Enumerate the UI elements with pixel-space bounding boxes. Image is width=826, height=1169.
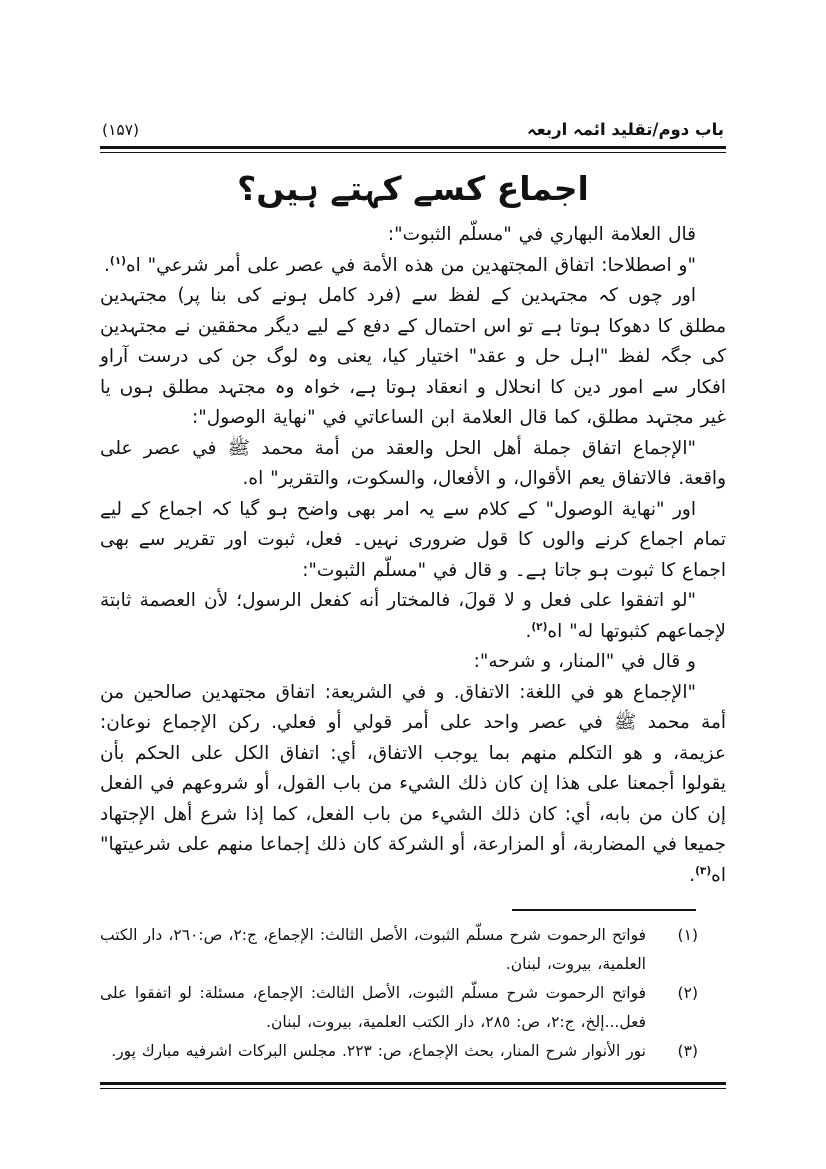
paragraph [100, 586, 726, 647]
page-title: اجماع کسے کہتے ہیں؟ [237, 169, 589, 208]
paragraph-tail: . [525, 620, 532, 642]
paragraph-text: اور چوں کہ مجتہدین کے لفظ سے (فرد کامل ہونے کی بنا پر) مجتہدین مطلق کا دھوکا ہوتا ہے تو اس احتمال کے دفع کے لیے دیگر محققین نے مجتہدین کی جگہ لفظ "اہل حل و عقد" اختیار کیا، یعنی وہ لوگ جن کی درست آراو افکار سے امور دین کا انحلال و انعقاد ہوتا ہے، خواہ وہ مجتہد مطلق ہوں یا غیر مجتہد مطلق، كما قال العلامة ابن الساعاتي في "نهاية الوصول": [100, 285, 726, 428]
footnote-ref-1: (١) [109, 254, 126, 267]
page-content [100, 120, 726, 1089]
footnotes-section [100, 921, 726, 1066]
chapter-heading: باب دوم/تقلید ائمہ اربعہ [526, 120, 724, 139]
paragraph [100, 434, 726, 495]
footnote-separator [512, 909, 696, 911]
header-rule [100, 146, 726, 153]
paragraph-tail: . [689, 864, 696, 886]
footnote-ref-3: (٣) [695, 864, 712, 877]
paragraph-text: "الإجماع هو في اللغة: الاتفاق. و في الشريعة: اتفاق مجتهدين صالحين من أمة محمد ﷺ في عصر واحد على أمر قولي أو فعلي. ركن الإجماع نوعان: عزيمة، و هو التكلم منهم بما يوجب الاتفاق، أي: اتفاق الكل على الحكم بأن يقولوا أجمعنا على هذا إن كان ذلك الشيء من باب القول، أو شروعهم في الفعل إن كان من بابه، أي: كان ذلك الشيء من باب الفعل، كما إذا شرع أهل الإجتهاد جميعا في المضاربة، أو المزارعة، أو الشركة كان ذلك إجماعا منهم على شرعيتها" اه [100, 681, 726, 886]
footnote-number: (٢) [677, 984, 698, 1002]
paragraph-text: "لو اتفقوا على فعل و لا قولَ، فالمختار أنه كفعل الرسول؛ لأن العصمة ثابتة لإجماعهم كثبوتها له" اه [100, 590, 726, 642]
running-header [100, 120, 726, 139]
paragraph-text: اور "نهاية الوصول" کے کلام سے یہ امر بھی واضح ہو گیا کہ اجماع کے لیے تمام اجماع کرنے والوں کا قول ضروری نہیں۔ فعل، ثبوت اور تقریر سے بھی اجماع کا ثبوت ہو جاتا ہے۔ و قال في "مسلّم الثبوت": [100, 498, 726, 581]
footnote-text: نور الأنوار شرح المنار، بحث الإجماع، ص: ٢٢٣. مجلس البركات اشرفيه مبارك پور. [111, 1042, 646, 1060]
paragraph-text: "و اصطلاحا: اتفاق المجتهدين من هذه الأمة في عصر على أمر شرعي" اه [125, 254, 696, 276]
paragraph [100, 678, 726, 892]
body-text [100, 220, 726, 891]
paragraph [100, 220, 726, 251]
footer-rule [100, 1082, 726, 1089]
footnote-text: فواتح الرحموت شرح مسلّم الثبوت، الأصل الثالث: الإجماع، ج:٢، ص:٢٦٠، دار الكتب العلمية، بيروت، لبنان. [100, 926, 646, 973]
footnote [100, 979, 726, 1037]
footnote-number: (٣) [677, 1042, 698, 1060]
footnote [100, 921, 726, 979]
paragraph [100, 647, 726, 678]
paragraph [100, 251, 726, 282]
footnote-text: فواتح الرحموت شرح مسلّم الثبوت، الأصل الثالث: الإجماع، مسئلة: لو اتفقوا على فعل...إلخ، ج:٢، ص: ٢٨٥، دار الكتب العلمية، بيروت، لبنان. [100, 984, 646, 1031]
paragraph-text: قال العلامة البهاري في "مسلّم الثبوت": [387, 224, 696, 245]
footnote [100, 1037, 726, 1066]
paragraph [100, 495, 726, 587]
paragraph-text: "الإجماع اتفاق جملة أهل الحل والعقد من أمة محمد ﷺ في عصر على واقعة. فالاتفاق يعم الأقوال، و الأفعال، والسكوت، والتقرير" اه. [100, 437, 726, 489]
footnote-ref-2: (٢) [531, 620, 548, 633]
paragraph-text: و قال في "المنار، و شرحه": [473, 651, 696, 672]
page-number: (۱۵۷) [102, 121, 140, 139]
paragraph-tail: . [104, 254, 110, 276]
footnote-number: (١) [677, 926, 698, 944]
paragraph [100, 281, 726, 434]
